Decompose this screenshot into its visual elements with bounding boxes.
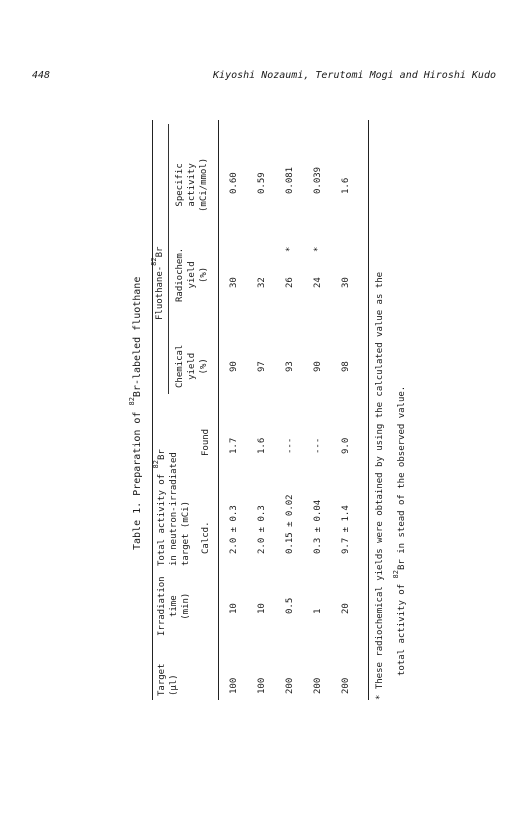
cell-time: 0.5	[285, 597, 295, 614]
cell-time: 10	[229, 603, 239, 614]
cell-calcd: 2.0 ± 0.3	[229, 505, 239, 554]
fluothane-rest: Br	[155, 246, 165, 258]
cell-found: ---	[285, 437, 295, 454]
header-found: Found	[201, 428, 211, 456]
caption-prefix: Table 1. Preparation of	[132, 405, 143, 550]
header-target: Target (µl)	[157, 663, 179, 696]
footnote-prefix: total activity of	[397, 578, 407, 676]
cell-found: 1.6	[257, 437, 267, 454]
cell-calcd: 0.3 ± 0.04	[313, 499, 323, 554]
table-caption	[128, 276, 144, 550]
total-activity-sup: 82	[152, 460, 160, 469]
cell-chem: 90	[229, 361, 239, 372]
cell-time: 10	[257, 603, 267, 614]
fluothane-label: Fluothane-	[155, 265, 165, 320]
cell-chem: 93	[285, 361, 295, 372]
footnote-line-1: * These radiochemical yields were obtained by using the calculated value as the	[375, 271, 385, 700]
header-calcd: Calcd.	[201, 521, 211, 554]
cell-radio: 30	[341, 277, 351, 288]
caption-superscript: 82	[128, 397, 136, 406]
header-irradiation-time: Irradiation time (min)	[157, 576, 191, 636]
header-rule	[218, 120, 219, 700]
caption-suffix: Br-labeled fluothane	[132, 276, 143, 398]
cell-found: 9.0	[341, 437, 351, 454]
cell-radio-mark: *	[285, 246, 295, 252]
cell-spec: 0.59	[257, 172, 267, 194]
header-fluothane-group	[150, 246, 166, 320]
total-activity-main: Total activity of	[157, 468, 167, 566]
rotated-table-block	[128, 120, 418, 700]
cell-target: 200	[313, 677, 323, 694]
cell-radio-mark: *	[313, 246, 323, 252]
cell-target: 100	[229, 677, 239, 694]
cell-time: 1	[313, 608, 323, 614]
cell-calcd: 2.0 ± 0.3	[257, 505, 267, 554]
cell-radio: 30	[229, 277, 239, 288]
footnote-suffix: Br in stead of the observed value.	[397, 385, 407, 571]
footnote-line-2	[392, 385, 408, 676]
cell-radio: 26	[285, 277, 295, 288]
cell-target: 200	[285, 677, 295, 694]
header-specific-activity: Specific activity (mCi/mmol)	[175, 157, 209, 212]
cell-found: 1.7	[229, 437, 239, 454]
page-number: 448	[32, 70, 51, 81]
cell-target: 200	[341, 677, 351, 694]
fluothane-subrule	[168, 124, 169, 394]
cell-calcd: 0.15 ± 0.02	[285, 494, 295, 554]
header-chemical-yield: Chemical yield (%)	[175, 344, 209, 388]
cell-chem: 98	[341, 361, 351, 372]
fluothane-sup: 82	[150, 257, 158, 266]
bottom-rule	[368, 120, 369, 700]
cell-target: 100	[257, 677, 267, 694]
cell-calcd: 9.7 ± 1.4	[341, 505, 351, 554]
cell-chem: 97	[257, 361, 267, 372]
cell-radio: 24	[313, 277, 323, 288]
cell-spec: 1.6	[341, 177, 351, 194]
cell-time: 20	[341, 603, 351, 614]
header-radiochem-yield: Radiochem. yield (%)	[175, 247, 209, 302]
header-total-activity	[152, 449, 192, 566]
running-head: Kiyoshi Nozaumi, Terutomi Mogi and Hiroshi Kudo	[213, 70, 496, 81]
total-activity-rest: Br in neutron-irradiated target (mCi)	[157, 449, 191, 566]
cell-spec: 0.039	[313, 166, 323, 194]
footnote-sup: 82	[392, 570, 400, 579]
cell-found: ---	[313, 437, 323, 454]
cell-spec: 0.081	[285, 166, 295, 194]
top-rule	[152, 120, 153, 700]
cell-spec: 0.60	[229, 172, 239, 194]
cell-chem: 90	[313, 361, 323, 372]
cell-radio: 32	[257, 277, 267, 288]
